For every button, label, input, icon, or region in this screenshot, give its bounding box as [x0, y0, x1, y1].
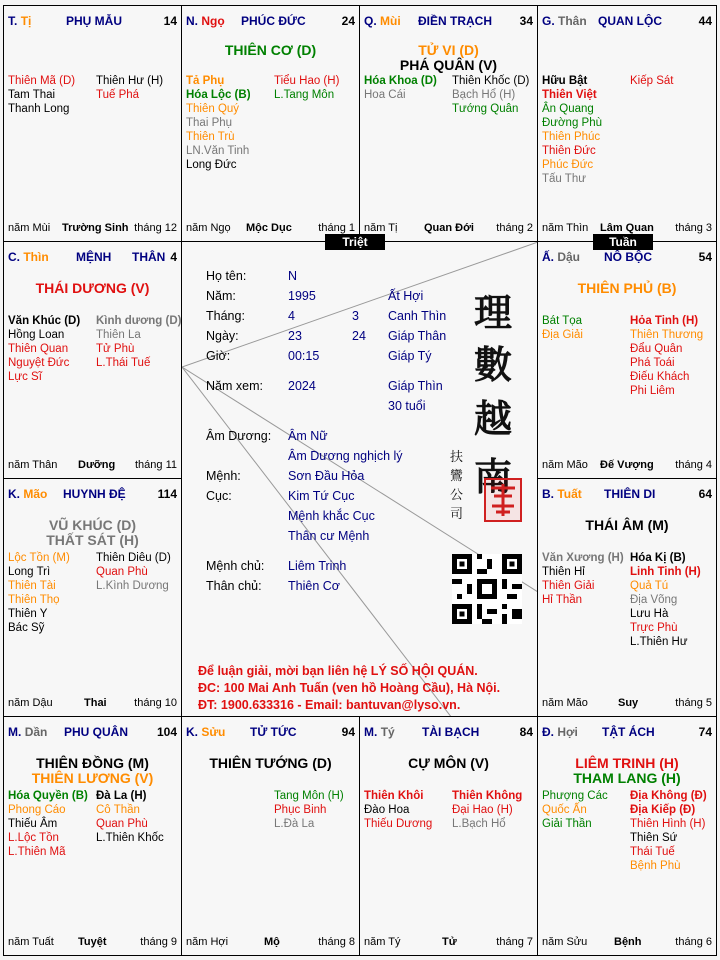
menhchu-value: Liêm Trinh: [288, 559, 347, 573]
star: Thiên Khốc (D): [452, 75, 530, 87]
palace-month: tháng 10: [134, 697, 177, 709]
star: Quốc Ấn: [542, 804, 587, 816]
palace-ti[interactable]: [3, 5, 182, 242]
month-value: 4: [288, 309, 295, 323]
palace-year: năm Tị: [364, 222, 398, 234]
hour-label: Giờ:: [206, 349, 231, 363]
palace-footer: [186, 936, 355, 950]
main-star: THIÊN CƠ (D): [224, 42, 317, 58]
palace-name: PHÚC ĐỨC: [241, 14, 306, 28]
star: Thái Tuế: [630, 846, 675, 858]
star: Quan Phù: [96, 818, 148, 830]
star: Phá Toái: [630, 357, 675, 369]
star: Cô Thần: [96, 804, 140, 816]
star: Thai Phụ: [186, 117, 233, 129]
palace-header: [8, 14, 177, 30]
star: Nguyệt Đức: [8, 357, 70, 369]
star: Tướng Quân: [452, 103, 519, 115]
star: Hoa Cái: [364, 89, 406, 101]
palace-position: Ấ. Dậu: [542, 250, 581, 264]
palace-stage: Mộ: [264, 936, 280, 948]
star: Bác Sỹ: [8, 622, 45, 634]
main-star: THÁI ÂM (M): [585, 517, 669, 533]
menhchu-label: Mệnh chủ:: [206, 559, 265, 573]
star: L.Thiên Khốc: [96, 832, 164, 844]
stars-right: [630, 74, 673, 88]
star: Đẩu Quân: [630, 343, 683, 355]
star: L.Kình Dương: [96, 580, 169, 592]
palace-header: [364, 725, 533, 741]
seal-caption: [450, 448, 464, 524]
palace-ngo[interactable]: [181, 5, 360, 242]
palace-position: M. Dần: [8, 725, 48, 739]
stars-left: [542, 789, 608, 831]
star: Tam Thai: [8, 89, 56, 101]
palace-name: NÔ BỘC: [604, 250, 652, 264]
palace-name: TỬ TỨC: [250, 725, 297, 739]
stars-right: [452, 789, 522, 831]
palace-footer: [8, 936, 177, 950]
stars-left: [542, 314, 583, 342]
star: Thiên Không: [452, 790, 523, 802]
palace-age: 94: [341, 725, 355, 739]
palace-year: năm Dậu: [8, 697, 53, 709]
star: Thiếu Âm: [8, 818, 58, 830]
triet-marker: Triệt: [325, 234, 385, 250]
palace-age: 34: [519, 14, 533, 28]
stars-right: [96, 551, 171, 593]
star: Thiên Diêu (D): [96, 552, 171, 564]
star: L.Tang Môn: [274, 89, 335, 101]
cuc-value: Kim Tứ Cục: [288, 489, 355, 503]
palace-month: tháng 12: [134, 222, 177, 234]
star: Địa Không (Đ): [630, 790, 707, 802]
palace-suu[interactable]: [181, 716, 360, 956]
palace-month: tháng 1: [318, 222, 355, 234]
palace-month: tháng 2: [496, 222, 533, 234]
body-marker: THÂN: [132, 250, 166, 264]
palace-month: tháng 11: [134, 459, 177, 471]
star: Giải Thần: [542, 818, 592, 830]
palace-header: [8, 487, 177, 503]
star: Thiên Hình (H): [630, 818, 706, 830]
star: Thiên Hỉ: [542, 566, 585, 578]
seal-char: 司: [450, 507, 464, 522]
palace-year: năm Mão: [542, 459, 588, 471]
palace-age: 64: [698, 487, 712, 501]
star: Điếu Khách: [630, 371, 690, 383]
name-value: N: [288, 269, 298, 283]
palace-header: [364, 14, 533, 30]
star: Đại Hao (H): [452, 804, 513, 816]
palace-name: TÀI BẠCH: [422, 725, 480, 739]
palace-position: Đ. Hợi: [542, 725, 578, 739]
palace-hoi[interactable]: [537, 716, 717, 956]
menh-label: Mệnh:: [206, 469, 241, 483]
cuc-label: Cục:: [206, 489, 232, 503]
palace-month: tháng 4: [675, 459, 712, 471]
star: Thiên Giải: [542, 580, 595, 592]
star: L.Thái Tuế: [96, 357, 151, 369]
main-star: THÁI DƯƠNG (V): [35, 280, 150, 296]
view-year-label: Năm xem:: [206, 379, 263, 393]
palace-footer: [542, 936, 712, 950]
menh-value: Sơn Đầu Hỏa: [288, 469, 365, 483]
month-lunar: 3: [352, 309, 359, 323]
star: Hỉ Thần: [542, 594, 583, 606]
palace-position: B. Tuất: [542, 487, 582, 501]
star: Quan Phù: [96, 566, 148, 578]
star: Kình dương (D): [96, 315, 182, 327]
palace-name: PHU QUÂN: [64, 725, 129, 739]
star: Đường Phù: [542, 117, 602, 129]
seal-char: 扶: [450, 450, 464, 465]
palace-stage: Tử: [442, 936, 457, 948]
palace-footer: [364, 936, 533, 950]
palace-year: năm Ngọ: [186, 222, 231, 234]
star: Long Đức: [186, 159, 237, 171]
star: Thanh Long: [8, 103, 70, 115]
star: Bát Tọa: [542, 315, 583, 327]
star: Long Trì: [8, 566, 51, 578]
star: L.Thiên Mã: [8, 846, 66, 858]
palace-stage: Lâm Quan: [600, 222, 654, 234]
palace-stage: Quan Đới: [424, 222, 474, 234]
star: Hỏa Tinh (H): [630, 315, 699, 327]
stars-right: [96, 314, 181, 370]
palace-age: 24: [341, 14, 355, 28]
star: Thiên Việt: [542, 89, 597, 101]
main-star: THAM LANG (H): [573, 770, 681, 786]
hour-value: 00:15: [288, 349, 320, 363]
star: Phong Cáo: [8, 804, 66, 816]
palace-year: năm Tý: [364, 936, 401, 948]
day-label: Ngày:: [206, 329, 239, 343]
star: Trực Phù: [630, 622, 678, 634]
palace-footer: [364, 222, 533, 236]
horoscope-grid: [3, 5, 717, 956]
chart-center: [181, 241, 538, 717]
view-year-canchi: Giáp Thìn: [388, 379, 443, 393]
palace-ty[interactable]: [359, 716, 538, 956]
stars-left: [8, 789, 88, 859]
palace-year: năm Tuất: [8, 936, 54, 948]
main-star: THẤT SÁT (H): [46, 532, 139, 548]
main-star: THIÊN LƯƠNG (V): [31, 770, 154, 786]
red-seal: [484, 478, 522, 522]
palace-month: tháng 9: [140, 936, 177, 948]
stars-left: [8, 74, 75, 116]
main-star: THIÊN TƯỚNG (D): [209, 755, 332, 771]
star: Thiên Quan: [8, 343, 69, 355]
star: Lực Sĩ: [8, 371, 42, 383]
star: Linh Tinh (H): [630, 566, 701, 578]
palace-tuat[interactable]: [537, 478, 717, 717]
palace-header: [542, 487, 712, 503]
star: Thiên Thọ: [8, 594, 60, 606]
stars-left: [542, 551, 624, 607]
seal-char: 鸞: [450, 469, 464, 484]
year-canchi: Ất Hợi: [388, 289, 424, 303]
palace-age: 104: [156, 725, 177, 739]
star: Thiên Thương: [630, 329, 704, 341]
star: Tiểu Hao (H): [274, 75, 340, 87]
seal-char: 公: [450, 488, 464, 503]
palace-stage: Mộc Dục: [246, 222, 292, 234]
stars-right: [274, 789, 344, 831]
stars-left: [186, 74, 251, 172]
main-star: LIÊM TRINH (H): [575, 755, 679, 771]
palace-age: 54: [698, 250, 712, 264]
palace-stage: Thai: [84, 697, 107, 709]
palace-than[interactable]: [537, 5, 717, 242]
palace-stage: Dưỡng: [78, 459, 116, 471]
palace-header: [186, 14, 355, 30]
palace-header: [186, 725, 355, 741]
name-label: Họ tên:: [206, 269, 247, 283]
star: Thiếu Dương: [364, 818, 433, 830]
star: Hữu Bật: [542, 75, 588, 87]
star: Thiên Y: [8, 608, 48, 620]
stars-left: [8, 314, 80, 384]
palace-year: năm Mão: [542, 697, 588, 709]
stars-right: [274, 74, 339, 102]
palace-header: [542, 250, 712, 266]
star: Thiên Đức: [542, 145, 596, 157]
palace-age: 84: [519, 725, 533, 739]
contact-line-2: ĐC: 100 Mai Anh Tuấn (ven hồ Hoàng Cầu), Hà Nội.: [198, 681, 501, 695]
palace-name: TẬT ÁCH: [602, 725, 655, 739]
star: Địa Võng: [630, 594, 678, 606]
palace-name: HUYNH ĐỆ: [63, 487, 126, 501]
star: L.Đà La: [274, 818, 315, 830]
palace-stage: Suy: [618, 697, 639, 709]
palace-age: 74: [698, 725, 712, 739]
palace-name: MỆNH: [76, 250, 112, 264]
palace-position: K. Mão: [8, 487, 48, 501]
palace-header: [542, 14, 712, 30]
palace-position: T. Tị: [8, 14, 32, 28]
star: Văn Xương (H): [542, 552, 624, 564]
palace-stage: Tuyệt: [78, 936, 107, 948]
star: LN.Văn Tinh: [186, 145, 250, 157]
contact-line-3: ĐT: 1900.633316 - Email: bantuvan@lyso.vn.: [198, 698, 461, 712]
star: Địa Kiếp (Đ): [630, 804, 696, 816]
calligraphy-char: 理: [474, 290, 513, 335]
star: Hóa Khoa (D): [364, 75, 437, 87]
amduong-value: Âm Nữ: [288, 429, 328, 443]
palace-name: PHỤ MẪU: [66, 14, 122, 28]
amduong-label: Âm Dương:: [206, 429, 272, 443]
palace-year: năm Mùi: [8, 222, 51, 234]
star: Tuế Phá: [96, 89, 140, 101]
palace-month: tháng 8: [318, 936, 355, 948]
palace-month: tháng 5: [675, 697, 712, 709]
stars-right: [96, 789, 164, 845]
palace-header: [8, 725, 177, 741]
star: Hóa Lộc (B): [186, 89, 251, 101]
star: Thiên Tài: [8, 580, 56, 592]
star: Kiếp Sát: [630, 75, 674, 87]
star: Lưu Hà: [630, 608, 669, 620]
star: Bệnh Phù: [630, 860, 681, 872]
star: Đà La (H): [96, 790, 147, 802]
stars-right: [96, 74, 163, 102]
palace-dau[interactable]: [537, 241, 717, 479]
thanchu-value: Thiên Cơ: [288, 579, 340, 593]
palace-stage: Đế Vượng: [600, 459, 654, 471]
main-star: PHÁ QUÂN (V): [399, 57, 498, 73]
palace-stage: Trường Sinh: [62, 222, 129, 234]
tuan-marker: Tuần: [593, 234, 653, 250]
palace-position: K. Sửu: [186, 725, 226, 739]
stars-left: [364, 789, 432, 831]
day-canchi: Giáp Thân: [388, 329, 447, 343]
month-canchi: Canh Thìn: [388, 309, 447, 323]
star: Quả Tú: [630, 580, 669, 592]
star: Tang Môn (H): [274, 790, 344, 802]
main-star: VŨ KHÚC (D): [48, 517, 137, 533]
amduong-note: Âm Dương nghịch lý: [288, 449, 403, 463]
star: Tử Phù: [96, 343, 135, 355]
stars-right: [630, 789, 707, 873]
day-lunar: 24: [352, 329, 366, 343]
palace-position: M. Tý: [364, 725, 395, 739]
stars-left: [8, 551, 70, 635]
palace-month: tháng 3: [675, 222, 712, 234]
calligraphy-char: 數: [474, 342, 513, 387]
palace-dan[interactable]: [3, 716, 182, 956]
star: L.Lộc Tồn: [8, 832, 59, 844]
palace-footer: [8, 222, 177, 236]
view-year-value: 2024: [288, 379, 316, 393]
stars-right: [452, 74, 529, 116]
star: Phi Liêm: [630, 385, 675, 397]
star: Tả Phụ: [186, 75, 225, 87]
palace-position: G. Thân: [542, 14, 587, 28]
palace-footer: [8, 697, 177, 711]
cuc-note-1: Mệnh khắc Cục: [288, 509, 375, 523]
star: Thiên Khôi: [364, 790, 424, 802]
palace-month: tháng 6: [675, 936, 712, 948]
palace-header: [542, 725, 712, 741]
main-star: THIÊN PHỦ (B): [577, 280, 677, 296]
star: Hồng Loan: [8, 329, 65, 341]
palace-year: năm Thìn: [542, 222, 589, 234]
palace-footer: [542, 459, 712, 473]
star: Địa Giải: [542, 329, 583, 341]
main-star: THIÊN ĐỒNG (M): [36, 755, 149, 771]
star: Hóa Quyền (B): [8, 790, 88, 802]
star: Phúc Đức: [542, 159, 594, 171]
star: Bạch Hổ (H): [452, 89, 516, 101]
palace-year: năm Sửu: [542, 936, 588, 948]
contact-line-1: Để luận giải, mời bạn liên hệ LÝ SỐ HỘI QUÁN.: [198, 664, 478, 678]
month-label: Tháng:: [206, 309, 245, 323]
stars-right: [630, 551, 701, 649]
palace-name: THIÊN DI: [604, 487, 656, 501]
palace-age: 44: [698, 14, 712, 28]
day-value: 23: [288, 329, 302, 343]
palace-name: QUAN LỘC: [598, 14, 662, 28]
palace-age: 4: [170, 250, 177, 264]
main-star: CỰ MÔN (V): [408, 755, 489, 771]
palace-year: năm Thân: [8, 459, 58, 471]
calligraphy-char: 南: [474, 454, 513, 499]
current-age: 30 tuổi: [388, 399, 426, 413]
star: Văn Khúc (D): [8, 315, 81, 327]
palace-age: 14: [163, 14, 177, 28]
palace-position: N. Ngọ: [186, 14, 225, 28]
palace-mui[interactable]: [359, 5, 538, 242]
palace-thin[interactable]: [3, 241, 182, 479]
star: L.Thiên Hư: [630, 636, 688, 648]
palace-position: Q. Mùi: [364, 14, 401, 28]
star: Tấu Thư: [542, 173, 586, 185]
star: Phục Binh: [274, 804, 327, 816]
stars-left: [542, 74, 602, 186]
star: L.Bạch Hổ: [452, 818, 506, 830]
hour-canchi: Giáp Tý: [388, 349, 432, 363]
star: Thiên Hư (H): [96, 75, 164, 87]
star: Thiên Quý: [186, 103, 240, 115]
calligraphy-char: 越: [474, 396, 513, 441]
star: Thiên Phúc: [542, 131, 601, 143]
star: Thiên La: [96, 329, 141, 341]
star: Ân Quang: [542, 103, 594, 115]
palace-mao[interactable]: [3, 478, 182, 717]
palace-footer: [8, 459, 177, 473]
stars-right: [630, 314, 703, 398]
star: Thiên Trù: [186, 131, 235, 143]
year-value: 1995: [288, 289, 316, 303]
star: Lộc Tồn (M): [8, 552, 70, 564]
thanchu-label: Thân chủ:: [206, 579, 262, 593]
stars-left: [364, 74, 437, 102]
star: Phượng Các: [542, 790, 608, 802]
palace-name: ĐIỀN TRẠCH: [418, 14, 492, 28]
palace-position: C. Thìn: [8, 250, 49, 264]
star: Thiên Sứ: [630, 832, 678, 844]
cuc-note-2: Thân cư Mệnh: [288, 529, 370, 543]
main-star: TỬ VI (D): [418, 42, 479, 58]
palace-footer: [542, 697, 712, 711]
palace-year: năm Hợi: [186, 936, 229, 948]
star: Hóa Kị (B): [630, 552, 686, 564]
star: Thiên Mã (D): [8, 75, 76, 87]
star: Đào Hoa: [364, 804, 410, 816]
palace-month: tháng 7: [496, 936, 533, 948]
palace-age: 114: [157, 487, 177, 501]
palace-stage: Bệnh: [614, 936, 642, 948]
qr-code[interactable]: [452, 554, 522, 624]
palace-header: [8, 250, 177, 266]
year-label: Năm:: [206, 289, 236, 303]
